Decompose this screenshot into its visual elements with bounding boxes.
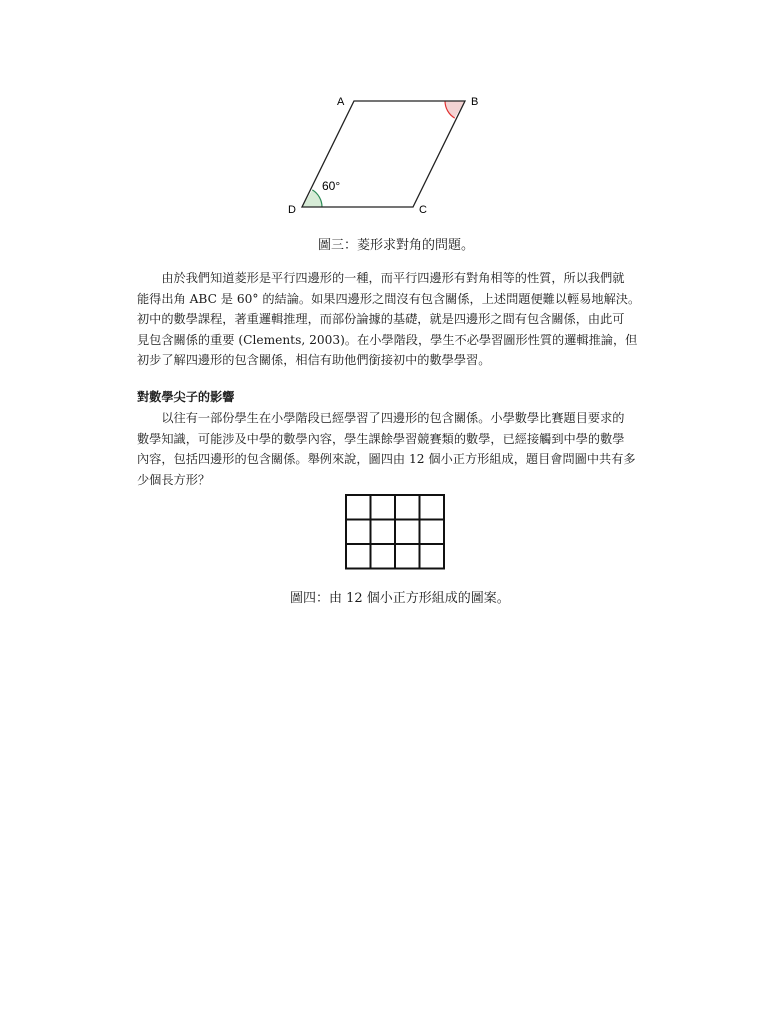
paragraph-line: 內容，包括四邊形的包含關係。舉例來說，圖四由 12 個小正方形組成，題目會問圖中共有多 — [137, 452, 636, 466]
vertex-label-d: D — [288, 204, 296, 216]
paragraph-2 — [137, 408, 653, 490]
figure-3-caption: 圖三：菱形求對角的問題。 — [318, 238, 475, 253]
square-grid-figure — [344, 493, 446, 571]
paragraph-line: 以往有一部份學生在小學階段已經學習了四邊形的包含關係。小學數學比賽題目要求的 — [137, 411, 625, 425]
section-heading: 對數學尖子的影響 — [137, 390, 235, 404]
paragraph-line: 能得出角 ABC 是 60° 的結論。如果四邊形之間沒有包含關係，上述問題便難以輕易地解決。 — [137, 291, 641, 306]
grid-square — [395, 520, 420, 545]
grid-square — [420, 520, 445, 545]
grid-square — [395, 544, 420, 569]
grid-square — [346, 520, 371, 545]
paragraph-line: 初步了解四邊形的包含關係，相信有助他們銜接初中的數學學習。 — [137, 353, 491, 367]
angle-d-fill — [302, 190, 322, 207]
paragraph-1 — [137, 268, 653, 371]
paragraph-line: 數學知識，可能涉及中學的數學內容，學生課餘學習競賽類的數學，已經接觸到中學的數學 — [137, 431, 625, 446]
grid-square — [346, 495, 371, 520]
grid-square — [420, 544, 445, 569]
vertex-label-b: B — [471, 96, 479, 108]
grid-square — [371, 544, 396, 569]
figure-4-caption: 圖四：由 12 個小正方形組成的圖案。 — [290, 591, 510, 606]
paragraph-line: 初中的數學課程，著重邏輯推理，而部份論據的基礎，就是四邊形之間有包含關係，由此可 — [137, 312, 625, 326]
grid-square — [346, 544, 371, 569]
grid-square — [420, 495, 445, 520]
grid-square — [395, 495, 420, 520]
paragraph-line: 由於我們知道菱形是平行四邊形的一種，而平行四邊形有對角相等的性質，所以我們就 — [137, 271, 625, 285]
angle-b-fill — [445, 101, 465, 118]
vertex-label-a: A — [337, 96, 345, 108]
paragraph-line: 少個長方形？ — [137, 472, 211, 487]
vertex-label-c: C — [419, 204, 427, 216]
paragraph-line: 見包含關係的重要 (Clements, 2003)。在小學階段，學生不必學習圖形性質的邏輯推論，但 — [137, 332, 638, 347]
grid-square — [371, 495, 396, 520]
rhombus-figure — [280, 88, 500, 228]
angle-label: 60° — [322, 179, 341, 193]
grid-square — [371, 520, 396, 545]
